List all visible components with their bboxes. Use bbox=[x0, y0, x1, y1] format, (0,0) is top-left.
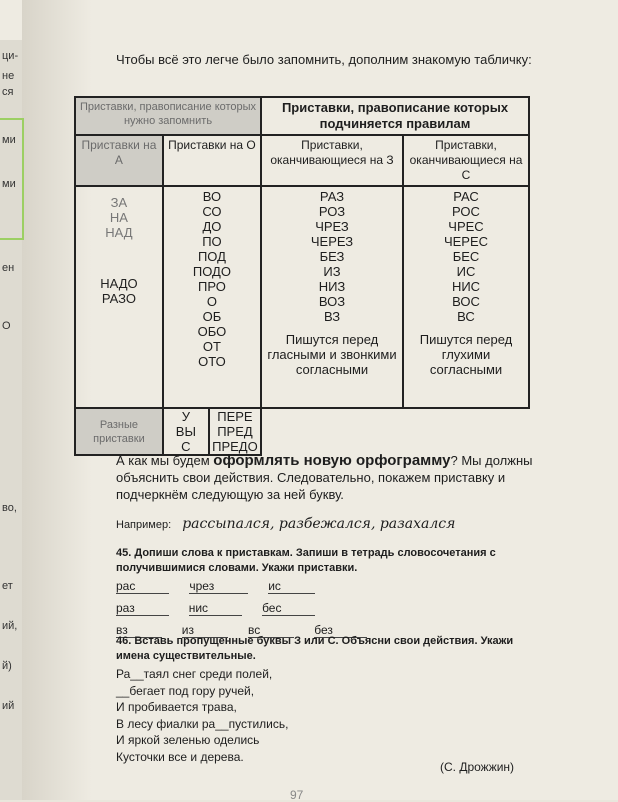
task-45: 45. Допиши слова к приставкам. Запиши в тетрадь словосочетания с получившимися словами. Укажи приставки. bbox=[116, 547, 496, 574]
poem-line: И яркой зеленью оделись bbox=[116, 733, 260, 747]
prefix: СО bbox=[202, 204, 222, 219]
col-z-cell bbox=[261, 186, 403, 408]
strip-word: не bbox=[2, 70, 15, 82]
prefix: У bbox=[181, 409, 190, 424]
prefix: ВОС bbox=[452, 294, 480, 309]
example-handwriting: рассыпался, разбежался, разахался bbox=[182, 516, 456, 532]
strip-word: во, bbox=[2, 502, 17, 514]
poem-author: (С. Дрожжин) bbox=[440, 760, 515, 774]
prefix: РАЗ bbox=[319, 189, 345, 204]
strip-word: ий bbox=[2, 700, 15, 712]
example-label: Например: bbox=[116, 519, 172, 531]
s-rule-note: Пишутся перед глухими согласными bbox=[419, 332, 513, 377]
strip-word: ий, bbox=[2, 620, 18, 632]
col-o-header: Приставки на О bbox=[163, 135, 261, 186]
prefix: ВЫ bbox=[175, 424, 196, 439]
prefix: НА bbox=[109, 210, 128, 225]
prefix-blank: чрез bbox=[189, 579, 248, 594]
prefix-blank: нис bbox=[189, 601, 242, 616]
prefix-table bbox=[74, 96, 530, 456]
col-s-header: Приставки, оканчивающиеся на С bbox=[403, 135, 529, 186]
prefix: БЕЗ bbox=[319, 249, 345, 264]
poem bbox=[116, 666, 416, 765]
strip-word: ци- bbox=[2, 50, 19, 62]
prefix-blank: из bbox=[182, 623, 228, 638]
col-a-cell bbox=[75, 186, 163, 408]
prefix-blank: вз bbox=[116, 623, 162, 638]
example-line bbox=[116, 516, 536, 532]
strip-word: ми bbox=[2, 134, 16, 146]
z-rule-note: Пишутся перед гласными и звонкими согласными bbox=[267, 332, 397, 377]
col-o-cell bbox=[163, 186, 261, 408]
prefix: ЧРЕС bbox=[448, 219, 484, 234]
prefix: ЧЕРЕС bbox=[443, 234, 489, 249]
question-rest: ? Мы должны объяснить свои действия. Следовательно, покажем приставку и подчеркнём следующую за ней букву. bbox=[116, 453, 533, 502]
poem-line: Ра__таял снег среди полей, bbox=[116, 667, 273, 681]
poem-line: В лесу фиалки ра__пустились, bbox=[116, 716, 289, 731]
prefix: РОС bbox=[452, 204, 480, 219]
task-46: 46. Вставь пропущенные буквы З или С. Объясни свои действия. Укажи имена существительные. bbox=[116, 635, 514, 662]
various-prefixes-label: Разные приставки bbox=[75, 408, 163, 455]
empty-cell bbox=[261, 408, 529, 455]
page-number: 97 bbox=[290, 788, 304, 802]
col-a-header: Приставки на А bbox=[75, 135, 163, 186]
strip-word: ми bbox=[2, 178, 16, 190]
prefix-blank: раз bbox=[116, 601, 169, 616]
prefix: ВОЗ bbox=[318, 294, 346, 309]
strip-word: О bbox=[2, 320, 11, 332]
prefix: ЗА bbox=[110, 195, 128, 210]
prefix: ПОДО bbox=[192, 264, 231, 279]
prefix: ОТ bbox=[202, 339, 221, 354]
prefix: ПОД bbox=[197, 249, 226, 264]
prefix: ПРЕДО bbox=[212, 439, 258, 454]
poem-line: Кусточки все и дерева. bbox=[116, 749, 244, 764]
prefix: ОБ bbox=[202, 309, 222, 324]
prefix: ВС bbox=[457, 309, 475, 324]
strip-word: ся bbox=[2, 86, 14, 98]
prefix-blank: без bbox=[314, 623, 367, 638]
prefix: РАС bbox=[453, 189, 479, 204]
prefix: ИС bbox=[456, 264, 476, 279]
prefix: НАД bbox=[105, 225, 133, 240]
prefix: РАЗО bbox=[101, 291, 137, 306]
intro-text: Чтобы всё это легче было запомнить, дополним знакомую табличку: bbox=[116, 52, 532, 67]
prefix-blank: бес bbox=[262, 601, 315, 616]
prefix: О bbox=[206, 294, 217, 309]
fill-row bbox=[116, 594, 546, 616]
col-s-cell bbox=[403, 186, 529, 408]
prefix: ЧЕРЕЗ bbox=[310, 234, 354, 249]
poem-line: __бегает под гору ручей, bbox=[116, 683, 255, 698]
various-prefixes-cell bbox=[163, 408, 261, 455]
prefix: ОТО bbox=[198, 354, 226, 369]
prefix: ПРЕД bbox=[217, 424, 253, 439]
prefix: ЧРЕЗ bbox=[315, 219, 349, 234]
fill-row bbox=[116, 572, 546, 594]
prefix-blank: рас bbox=[116, 579, 169, 594]
prefix: ПЕРЕ bbox=[217, 409, 253, 424]
strip-word: ет bbox=[2, 580, 13, 592]
prefix: ВЗ bbox=[323, 309, 341, 324]
prefix: НАДО bbox=[100, 276, 138, 291]
prefix: ДО bbox=[202, 219, 222, 234]
prefix: БЕС bbox=[452, 249, 480, 264]
prefix: ОБО bbox=[197, 324, 227, 339]
prefix: НИЗ bbox=[318, 279, 346, 294]
poem-line: И пробивается трава, bbox=[116, 700, 237, 714]
prefix: РОЗ bbox=[318, 204, 346, 219]
rules-header: Приставки, правописание которых подчиняется правилам bbox=[261, 97, 529, 135]
prefix: ВО bbox=[202, 189, 222, 204]
col-z-header: Приставки, оканчивающиеся на З bbox=[261, 135, 403, 186]
question-paragraph bbox=[116, 452, 536, 503]
prefix-blank: вс bbox=[248, 623, 294, 638]
question-bold: оформлять новую орфограмму bbox=[213, 452, 451, 469]
question-lead: А как мы будем bbox=[116, 453, 214, 468]
prefix: ИЗ bbox=[323, 264, 341, 279]
task-45-rows bbox=[116, 572, 546, 638]
prefix: НИС bbox=[451, 279, 481, 294]
prefix: С bbox=[181, 439, 191, 454]
prefix-blank: ис bbox=[268, 579, 315, 594]
strip-word: ен bbox=[2, 262, 15, 274]
memorize-header: Приставки, правописание которых нужно запомнить bbox=[75, 97, 261, 135]
prefix: ПО bbox=[202, 234, 222, 249]
strip-word: й) bbox=[2, 660, 12, 672]
prefix: ПРО bbox=[198, 279, 226, 294]
